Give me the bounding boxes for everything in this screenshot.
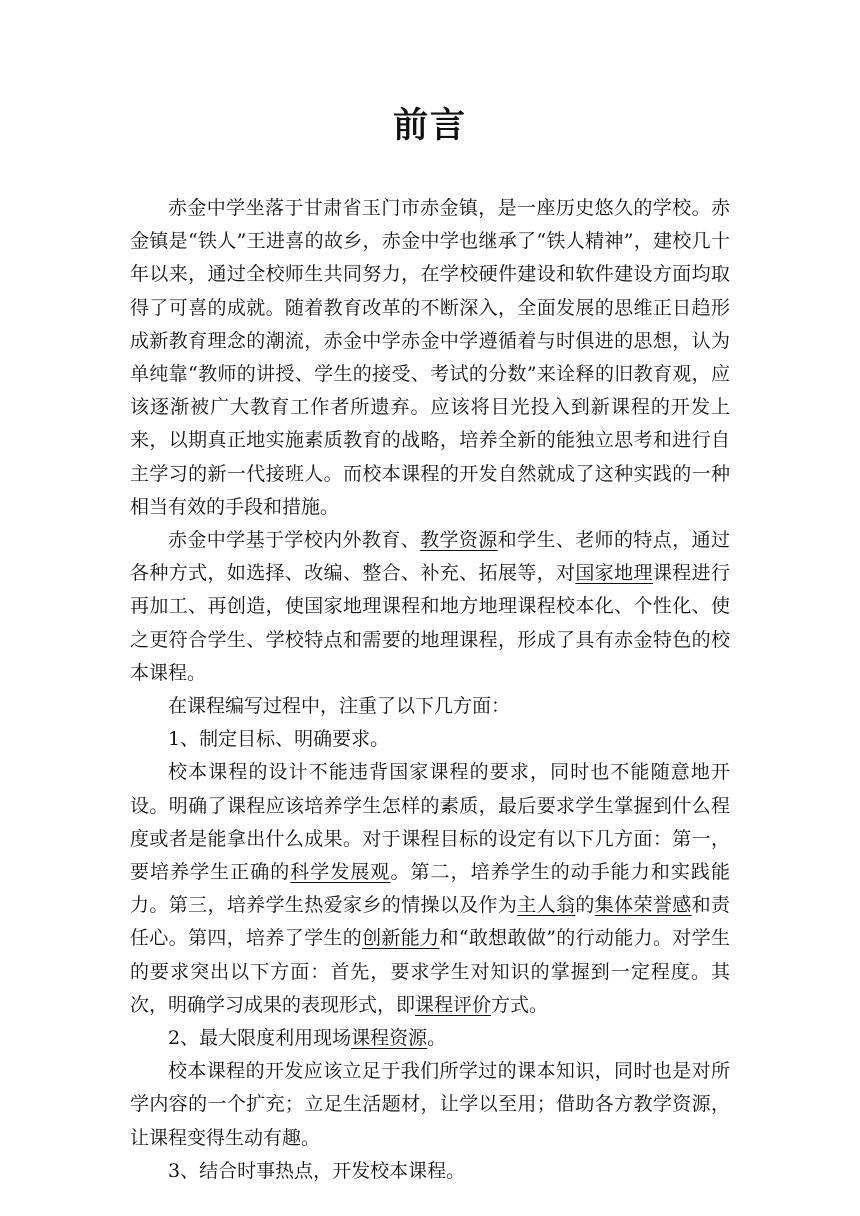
inline-link[interactable]: 创新能力: [362, 927, 440, 950]
inline-link[interactable]: 主人翁: [517, 894, 576, 917]
paragraph: [130, 756, 730, 1022]
paragraph: [130, 1055, 730, 1155]
inline-link[interactable]: 集体荣誉感: [594, 894, 692, 917]
paragraph: [130, 524, 730, 690]
paragraph: [130, 723, 730, 756]
paragraph-text: 和“敢想敢做”的行动能力。对学生的要求突出以下方面：首先，要求学生对知识的掌握到一定程度。其次，明确学习成果的表现形式，即: [130, 927, 730, 1016]
document-body: [130, 192, 730, 1188]
paragraph-text: 1、制定目标、明确要求。: [168, 728, 390, 751]
paragraph: [130, 690, 730, 723]
paragraph-text: 和责任心。第四，培养了学生的: [130, 894, 730, 950]
paragraph-text: 和学生、老师的特点，通过各种方式，如选择、改编、整合、补充、拓展等，对: [130, 529, 730, 585]
paragraph-text: 2、最大限度利用现场: [168, 1027, 352, 1050]
paragraph-text: 课程进行再加工、再创造，使国家地理课程和地方地理课程校本化、个性化、使之更符合学生、学校特点和需要的地理课程，形成了具有赤金特色的校本课程。: [130, 562, 730, 684]
paragraph: [130, 192, 730, 524]
inline-link[interactable]: 国家地理: [575, 562, 653, 585]
paragraph-text: 。: [427, 1027, 447, 1050]
paragraph-text: 赤金中学坐落于甘肃省玉门市赤金镇，是一座历史悠久的学校。赤金镇是“铁人”王进喜的故乡，赤金中学也继承了“铁人精神”，建校几十年以来，通过全校师生共同努力，在学校硬件建设和软件建设方面均取得了可喜的成就。随着教育改革的不断深入，全面发展的思维正日趋形成新教育理念的潮流，赤金中学赤金中学遵循着与时俱进的思想，认为单纯靠“教师的讲授、学生的接受、考试的分数”来诠释的旧教育观，应该逐渐被广大教育工作者所遗弃。应该将目光投入到新课程的开发上来，以期真正地实施素质教育的战略，培养全新的能独立思考和进行自主学习的新一代接班人。而校本课程的开发自然就成了这种实践的一种相当有效的手段和措施。: [130, 197, 730, 518]
inline-link[interactable]: 教学资源: [420, 529, 498, 552]
paragraph: [130, 1155, 730, 1188]
paragraph-text: 校本课程的设计不能违背国家课程的要求，同时也不能随意地开设。明确了课程应该培养学生怎样的素质，最后要求学生掌握到什么程度或者是能拿出什么成果。对于课程目标的设定有以下几方面：第一，要培养学生正确的: [130, 761, 730, 884]
paragraph-text: 3、结合时事热点，开发校本课程。: [168, 1159, 466, 1182]
paragraph-text: 赤金中学基于学校内外教育、: [168, 529, 421, 552]
paragraph-text: 在课程编写过程中，注重了以下几方面：: [168, 695, 511, 718]
paragraph-text: 。第二，培养学生的动手能力和实践能力。第三，培养学生热爱家乡的情操以及作为: [130, 861, 730, 917]
inline-link[interactable]: 课程评价: [415, 993, 492, 1016]
paragraph-text: 校本课程的开发应该立足于我们所学过的课本知识，同时也是对所学内容的一个扩充；立足生活题材，让学以至用；借助各方教学资源，让课程变得生动有趣。: [130, 1060, 730, 1149]
inline-link[interactable]: 科学发展观: [290, 861, 391, 884]
paragraph-text: 方式。: [491, 993, 549, 1016]
page-title: 前言: [392, 105, 467, 146]
paragraph: [130, 1022, 730, 1055]
paragraph-text: 的: [575, 894, 595, 917]
inline-link[interactable]: 课程资源: [351, 1027, 428, 1050]
